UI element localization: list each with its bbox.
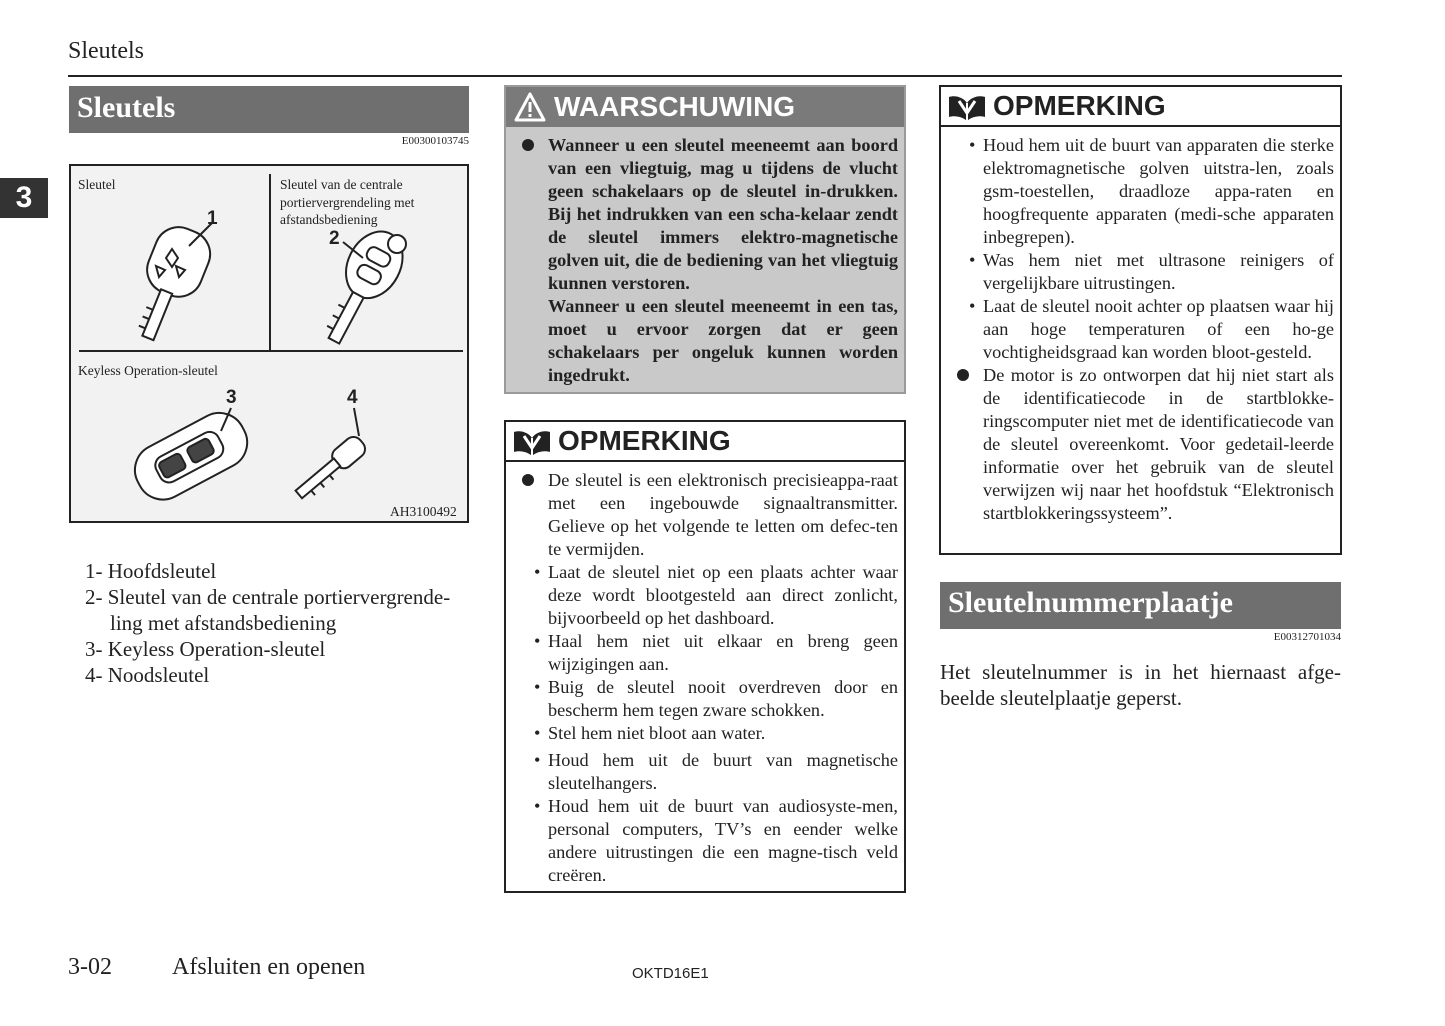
note-body-2 xyxy=(961,134,1334,525)
note-list-item: • Was hem niet met ultrasone reinigers of vergelijkbare uitrustingen. xyxy=(941,249,1334,295)
note-title-2: OPMERKING xyxy=(993,90,1166,121)
section-title-plate: Sleutelnummerplaatje xyxy=(940,582,1341,629)
running-header: Sleutels xyxy=(68,38,144,64)
note-book-icon xyxy=(947,91,987,121)
document-code: OKTD16E1 xyxy=(632,965,709,982)
warning-title: WAARSCHUWING xyxy=(554,91,796,122)
note-box-2 xyxy=(939,85,1342,555)
keys-figure xyxy=(69,164,469,523)
warning-triangle-icon xyxy=(514,92,546,122)
figure-code: AH3100492 xyxy=(390,504,457,519)
bullet-icon xyxy=(522,139,534,151)
note-paragraph: De sleutel is een elektronisch precisieappa-raat met een ingebouwde signaaltransmitter. Gelieve op het volgende te letten om defec-ten te vermijden. xyxy=(526,469,898,561)
key-legend xyxy=(85,558,475,688)
keys-illustration xyxy=(71,166,467,521)
header-rule xyxy=(68,75,1342,77)
note-title-1: OPMERKING xyxy=(558,425,731,456)
emergency-key-icon xyxy=(292,433,369,503)
callout-1: 1 xyxy=(207,208,218,229)
note-list-item: • Laat de sleutel niet op een plaats achter waar deze wordt blootgesteld aan direct zonlicht, bijvoorbeeld op het dashboard. xyxy=(506,561,898,630)
note-list-item: • Houd hem uit de buurt van magnetische sleutelhangers. xyxy=(506,749,898,795)
bullet-icon xyxy=(957,369,969,381)
note-list-item: • Houd hem uit de buurt van apparaten die sterke elektromagnetische golven uitstra-len, zoals gsm-toestellen, draadloze appa-raten en hoogfrequente apparaten (medi-sche apparaten inbegrepen). xyxy=(941,134,1334,249)
note-header-1 xyxy=(506,422,904,462)
figure-label-keyless: Keyless Operation-sleutel xyxy=(78,363,218,378)
warning-paragraph: Wanneer u een sleutel meeneemt in een tas, moet u ervoor zorgen dat er geen schakelaars per ongeluk kunnen worden ingedrukt. xyxy=(548,296,898,385)
figure-label-key: Sleutel xyxy=(78,177,116,192)
chapter-tab: 3 xyxy=(0,178,48,218)
note-paragraph: De motor is zo ontworpen dat hij niet start als de identificatiecode in de startblokke-ringscomputer niet met de identificatiecode van de sleutel overeenkomt. Voor gedetail-leerde informatie over het gebruik van de sleutel verwijzen wij naar het hoofdstuk “Elektronisch startblokkeringssysteem”. xyxy=(961,364,1334,525)
legend-item: 2- Sleutel van de centrale portiervergrende- xyxy=(85,585,451,609)
page-number: 3-02 xyxy=(68,954,112,980)
note-list-item: • Houd hem uit de buurt van audiosyste-men, personal computers, TV’s en eender welke andere uitrustingen die een magne-tisch veld creëren. xyxy=(506,795,898,887)
section-ref-keys: E00300103745 xyxy=(401,135,469,147)
note-list-item: • Haal hem niet uit elkaar en breng geen wijzigingen aan. xyxy=(506,630,898,676)
note-list-item: • Laat de sleutel nooit achter op plaatsen waar hij aan hoge temperaturen of een ho-ge vochtigheidsgraad kan worden bloot-gesteld. xyxy=(941,295,1334,364)
note-box-1 xyxy=(504,420,906,893)
callout-2: 2 xyxy=(329,228,340,249)
warning-paragraph: Wanneer u een sleutel meeneemt aan boord van een vliegtuig, mag u tijdens de vlucht geen schakelaars op de sleutel in-drukken. Bij het indrukken van een scha-kelaar zendt de sleutel immers elektro-magnetische golven uit, die de bediening van het vliegtuig kunnen verstoren. xyxy=(526,134,898,295)
section-ref-plate: E00312701034 xyxy=(1273,631,1341,643)
note-list-item: • Buig de sleutel nooit overdreven door en bescherm hem tegen zware schokken. xyxy=(506,676,898,722)
legend-item: ling met afstandsbediening xyxy=(110,611,337,635)
note-header-2 xyxy=(941,87,1340,127)
legend-item: 3- Keyless Operation-sleutel xyxy=(85,637,326,661)
warning-body xyxy=(526,134,898,387)
bullet-icon xyxy=(522,474,534,486)
note-body-1 xyxy=(526,469,898,887)
legend-item: 1- Hoofdsleutel xyxy=(85,559,217,583)
note-list-item: • Stel hem niet bloot aan water. xyxy=(506,722,898,745)
keyless-fob-icon xyxy=(126,404,256,509)
legend-item: 4- Noodsleutel xyxy=(85,663,210,687)
warning-header xyxy=(506,87,904,127)
figure-label-remote-key: Sleutel van de centrale portiervergrendeling met afstandsbediening xyxy=(280,177,415,227)
main-key-icon xyxy=(122,220,217,349)
plate-text: Het sleutelnummer is in het hiernaast afge-beelde sleutelplaatje geperst. xyxy=(940,660,1341,710)
section-title-keys: Sleutels xyxy=(69,86,469,133)
callout-3: 3 xyxy=(226,387,237,408)
callout-4: 4 xyxy=(347,387,358,408)
warning-box xyxy=(504,85,906,394)
footer-chapter-title: Afsluiten en openen xyxy=(172,954,366,980)
note-book-icon xyxy=(512,426,552,456)
